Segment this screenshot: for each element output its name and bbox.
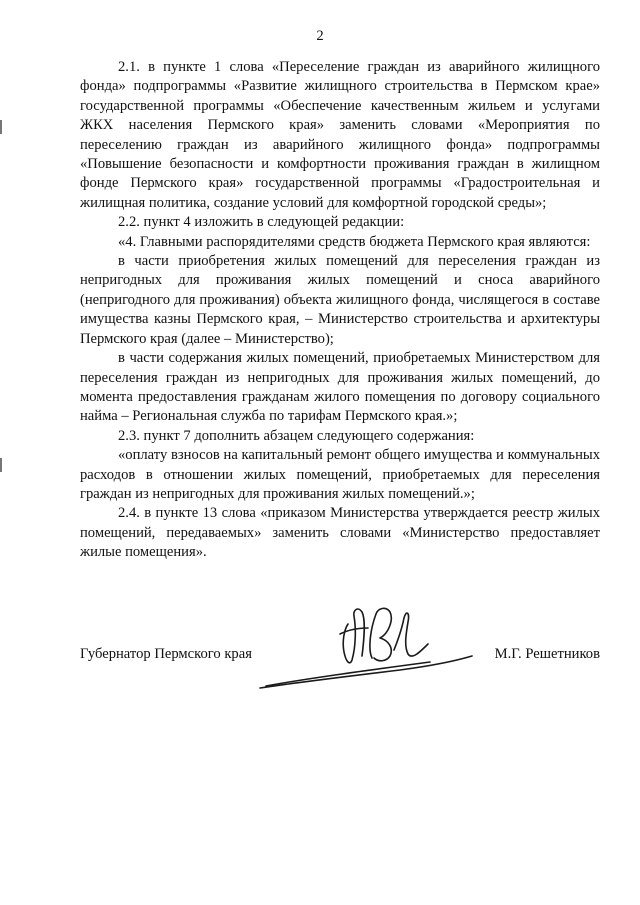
signatory-position: Губернатор Пермского края <box>80 646 252 662</box>
scan-edge-mark <box>0 120 2 134</box>
scan-edge-mark <box>0 458 2 472</box>
paragraph: в части содержания жилых помещений, приобретаемых Министерством для переселения граждан из непригодных для проживания жилых помещений, до момента предоставления гражданам жилого помещения по договору социального найма – Региональная служба по тарифам Пермского края.»; <box>80 350 600 425</box>
handwritten-signature <box>240 590 480 700</box>
paragraph: «4. Главными распорядителями средств бюджета Пермского края являются: <box>118 233 591 250</box>
paragraph: в части приобретения жилых помещений для переселения граждан из непригодных для проживания жилых помещений и сноса аварийного (непригодного для проживания) объекта жилищного фонда, числящегося в составе имущества казны Пермского края, – Министерство строительства и архитектуры Пермского края (далее – Министерство); <box>80 253 600 347</box>
paragraph: «оплату взносов на капитальный ремонт общего имущества и коммунальных расходов в отношении жилых помещений, приобретаемых для переселения граждан из непригодных для проживания жилых помещений.»; <box>80 447 600 502</box>
signatory-name: М.Г. Решетников <box>494 646 600 662</box>
page-number: 2 <box>316 28 324 44</box>
paragraph: 2.1. в пункте 1 слова «Переселение граждан из аварийного жилищного фонда» подпрограммы «Развитие жилищного строительства в Пермском крае» государственной программы «Обеспечение качественным жильем и услугами ЖКХ населения Пермского края» заменить словами «Мероприятия по переселению граждан из аварийного жилищного фонда» подпрограммы «Повышение безопасности и комфортности проживания граждан в жилищном фонде Пермского края» государственной программы «Градостроительная и жилищная политика, создание условий для комфортной городской среды»; <box>80 59 600 211</box>
paragraph: 2.3. пункт 7 дополнить абзацем следующего содержания: <box>118 427 475 444</box>
document-body <box>80 58 600 563</box>
paragraph: 2.2. пункт 4 изложить в следующей редакции: <box>118 214 405 231</box>
paragraph: 2.4. в пункте 13 слова «приказом Министерства утверждается реестр жилых помещений, передаваемых» заменить словами «Министерство предоставляет жилые помещения». <box>80 505 600 561</box>
